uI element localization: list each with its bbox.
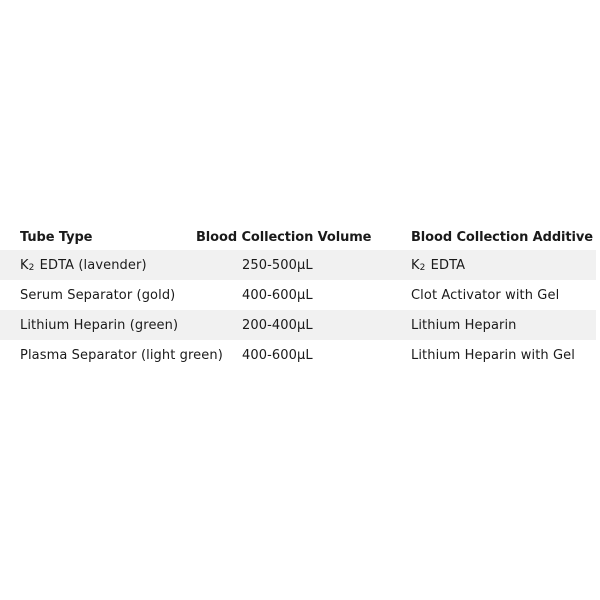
volume-cell: 200-400µL [242, 317, 313, 333]
volume-cell: 400-600µL [242, 347, 313, 363]
tube-type-base: K [20, 257, 29, 273]
tube-type-cell [20, 250, 147, 280]
additive-subscript: 2 [419, 263, 426, 273]
tube-type-rest: EDTA (lavender) [35, 257, 147, 273]
table-row [0, 280, 596, 310]
tube-type-subscript: 2 [28, 263, 35, 273]
header-tube-type: Tube Type [20, 229, 93, 245]
tube-type-cell: Serum Separator (gold) [20, 287, 176, 303]
additive-cell: Clot Activator with Gel [411, 287, 560, 303]
table-row [0, 340, 596, 370]
volume-cell: 400-600µL [242, 287, 313, 303]
blood-collection-table [0, 224, 596, 370]
header-collection-additive: Blood Collection Additive [411, 229, 593, 245]
additive-cell [411, 250, 465, 280]
tube-type-cell: Lithium Heparin (green) [20, 317, 179, 333]
additive-cell: Lithium Heparin with Gel [411, 347, 575, 363]
table-row [0, 250, 596, 280]
additive-cell: Lithium Heparin [411, 317, 517, 333]
header-collection-volume: Blood Collection Volume [196, 229, 372, 245]
tube-type-cell: Plasma Separator (light green) [20, 347, 223, 363]
additive-rest: EDTA [426, 257, 466, 273]
volume-cell: 250-500µL [242, 257, 313, 273]
table-header-row [0, 224, 596, 250]
table-row [0, 310, 596, 340]
additive-base: K [411, 257, 420, 273]
